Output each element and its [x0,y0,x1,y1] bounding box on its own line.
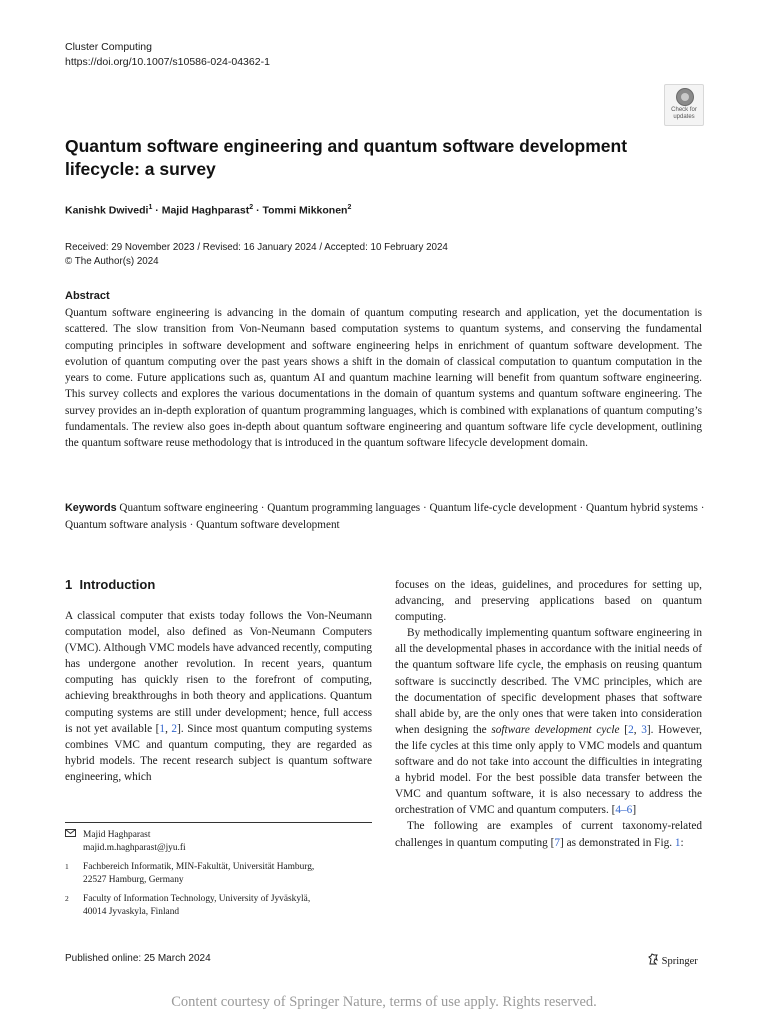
paragraph: focuses on the ideas, guidelines, and procedures for setting up, advancing, and preserving applications based on quantum computing. [395,579,702,624]
citation-link[interactable]: 7 [554,836,561,849]
keywords [65,500,705,533]
springer-horse-icon [648,956,662,967]
citation-link[interactable]: 1 [159,722,166,735]
journal-name: Cluster Computing [65,41,152,53]
doi-link[interactable]: https://doi.org/10.1007/s10586-024-04362-1 [65,56,270,68]
affiliation: 2 Faculty of Information Technology, University of Jyväskylä, 40014 Jyvaskyla, Finland [65,894,311,917]
citation-link[interactable]: 3 [641,723,647,736]
figure-link[interactable]: 1 [674,836,681,849]
keywords-label: Keywords [65,502,117,514]
received-dates: Received: 29 November 2023 / Revised: 16 January 2024 / Accepted: 10 February 2024 [65,242,448,253]
left-column [65,608,372,785]
footnotes [65,829,372,925]
published-online: Published online: 25 March 2024 [65,953,211,964]
journal-header [65,40,270,70]
check-for-updates-badge[interactable]: Check for updates [664,84,704,126]
abstract-heading: Abstract [65,290,110,302]
author-name[interactable]: Majid Haghparast [161,204,250,217]
citation-link[interactable]: 2 [171,722,178,735]
paragraph: A classical computer that exists today follows the Von-Neumann computation model, also defined as Von-Neumann Computers (VMC). Although VMC models have advanced recently, computing has undergone another revolution. In recent years, quantum computing has quickly risen to the forefront of computing, achieving breakthroughs in both theory and applications. Quantum computing systems are still under development; hence, full access is not yet available [1, 2]. Since most quantum computing systems combines VMC and quantum computing, they are regarded as hybrid models. The recent research subject is quantum software engineering, which [65,610,372,783]
crossmark-icon [676,88,694,106]
publisher-logo: Springer [648,953,698,967]
corresponding-name: Majid Haghparast [83,830,151,840]
citation-link[interactable]: 4–6 [615,804,633,817]
dates-block [65,241,448,269]
copyright: © The Author(s) 2024 [65,256,159,267]
corresponding-author [65,829,372,854]
abstract-text: Quantum software engineering is advancing in the domain of quantum computing research and application, yet the documentation is scattered. The slow transition from Von-Neumann based computation systems to quantum systems, and conserving the fundamental computing principles in software development and software engineering helps in enrichment of quantum software development. The evolution of quantum computing over the past years shows a shift in the domain of classical computation to quantum computation in the years to come. Future applications such as, quantum AI and quantum machine learning will benefit from quantum software engineering. This survey collects and explores the various documentations in the domain of quantum systems and quantum software engineering. The survey provides an in-depth exploration of quantum programming languages, which is combined with explanations of quantum computing’s fundamentals. The review also goes in-depth about quantum software engineering and quantum software life cycle development, outlining the quantum software reuse methodology that is introduced in the quantum software lifecycle development domain. [65,307,702,450]
paragraph: The following are examples of current taxonomy-related challenges in quantum computing [7] as demonstrated in Fig. 1: [395,820,702,849]
author-name[interactable]: Kanishk Dwivedi [65,204,149,217]
paragraph: By methodically implementing quantum software engineering in all the developmental phases in accordance with the initial needs of the quantum software life cycle, the emphasis on reusing quantum software is succinctly described. The VMC principles, which are the documentation of specific development phases that software shall abide by, are the only ones that were taken into consideration when designing the software development cycle [2, 3]. However, the life cycles at this time only apply to VMC models and quantum software and do not take into account the difficulties in integrating a hybrid model. For the best possible data transfer between the VMC and quantum software, it is also necessary to address the orchestration of VMC and quantum computers. [4–6] [395,627,702,817]
paper-title: Quantum software engineering and quantum software development lifecycle: a survey [65,136,628,179]
section-heading: 1 Introduction [65,577,156,592]
author-list: Kanishk Dwivedi$^1$ · Majid Haghparast$^2$ · Tommi Mikkonen$^2$ [65,204,352,217]
envelope-icon [65,829,83,854]
footnote-divider [65,822,372,823]
corresponding-email[interactable]: majid.m.haghparast@jyu.fi [83,842,186,853]
citation-link[interactable]: 2 [628,723,634,736]
content-courtesy: Content courtesy of Springer Nature, terms of use apply. Rights reserved. [171,994,597,1010]
keywords-list: Quantum software engineering · Quantum programming languages · Quantum life-cycle development · Quantum hybrid systems · Quantum software analysis · Quantum software development [65,502,705,531]
right-column [395,577,702,851]
affiliation: 1 Fachbereich Informatik, MIN-Fakultät, Universität Hamburg, 22527 Hamburg, Germany [65,862,315,885]
author-name[interactable]: Tommi Mikkonen [262,204,348,217]
